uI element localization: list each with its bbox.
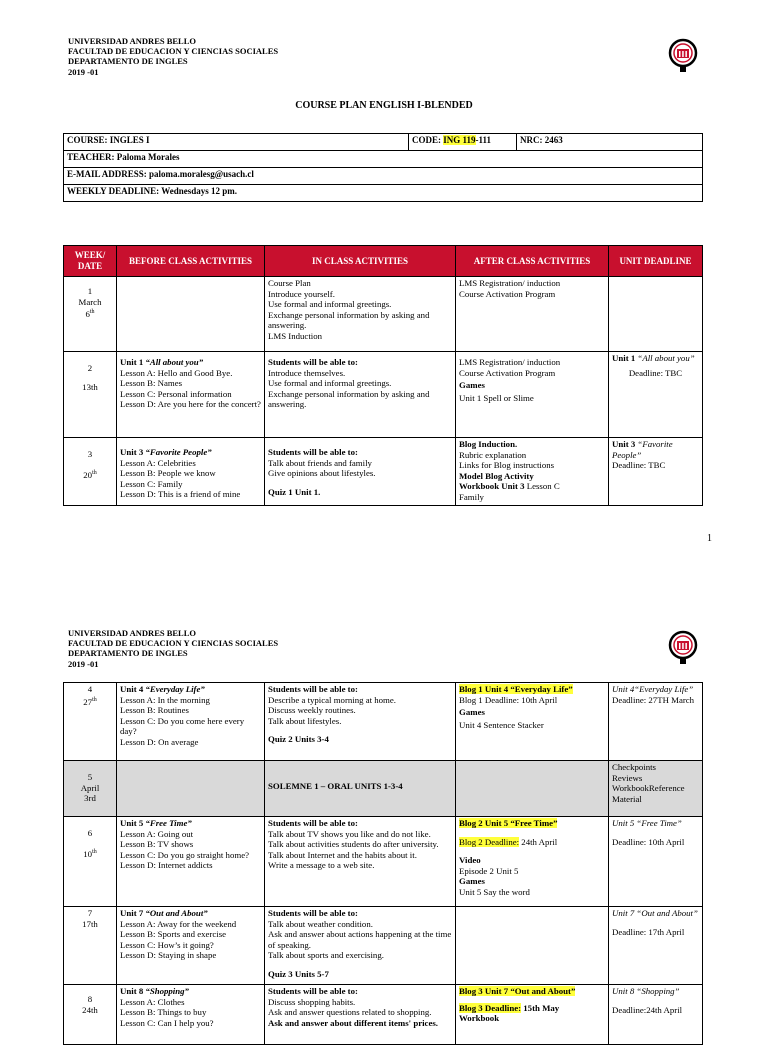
blog-highlight: Blog 3 Unit 7 “Out and About”	[459, 986, 576, 996]
department-name: DEPARTAMENTO DE INGLES	[68, 648, 188, 659]
table-row	[64, 817, 703, 907]
table-row	[64, 907, 703, 985]
week-cell: 3 20th	[64, 438, 117, 506]
course-cell: COURSE: INGLES I	[64, 134, 409, 151]
department-name: DEPARTAMENTO DE INGLES	[68, 56, 188, 67]
email-cell: E-MAIL ADDRESS: paloma.moralesg@usach.cl	[64, 168, 703, 185]
in-cell: Students will be able to: Talk about weather condition. Ask and answer about actions happening at the time of speaking. Talk about sports and exercising. Quiz 3 Units 5-7	[265, 907, 456, 985]
before-cell: Unit 4 “Everyday Life” Lesson A: In the morning Lesson B: Routines Lesson C: Do you come here every day? Lesson D: On average	[117, 683, 265, 761]
code-highlight: ING 119	[443, 135, 476, 145]
code-cell: CODE: ING 119-111	[409, 134, 517, 151]
table-row	[64, 277, 703, 352]
unit-cell: Unit 8 “Shopping” Deadline:24th April	[609, 985, 703, 1045]
in-cell: Students will be able to: Discuss shopping habits. Ask and answer questions related to shopping. Ask and answer about different items' prices.	[265, 985, 456, 1045]
week-cell: 7 17th	[64, 907, 117, 985]
before-cell: Unit 8 “Shopping” Lesson A: Clothes Lesson B: Things to buy Lesson C: Can I help you?	[117, 985, 265, 1045]
unit-cell: Unit 7 “Out and About” Deadline: 17th April	[609, 907, 703, 985]
deadline-highlight: Blog 2 Deadline:	[459, 836, 520, 847]
unit-cell: Unit 3 “Favorite People” Deadline: TBC	[609, 438, 703, 506]
deadline-highlight: Blog 3 Deadline:	[459, 1002, 522, 1013]
in-cell: Students will be able to: Introduce themselves. Use formal and informal greetings. Exchange personal information by asking and answering.	[265, 352, 456, 438]
col-week: WEEK/ DATE	[64, 246, 117, 277]
col-unit: UNIT DEADLINE	[609, 246, 703, 277]
page-number: 1	[707, 533, 712, 544]
unit-cell	[609, 277, 703, 352]
university-name: UNIVERSIDAD ANDRES BELLO	[68, 36, 197, 46]
in-cell: Students will be able to: Talk about TV shows you like and do not like. Talk about activities students do after university. Talk about Internet and the habits about it. Write a message to a web site.	[265, 817, 456, 907]
faculty-name: FACULTAD DE EDUCACION Y CIENCIAS SOCIALES	[68, 638, 279, 649]
col-after: AFTER CLASS ACTIVITIES	[456, 246, 609, 277]
table-row-solemne	[64, 761, 703, 817]
after-cell	[456, 761, 609, 817]
after-cell: Blog 2 Unit 5 “Free Time” Blog 2 Deadline: 24th April Video Episode 2 Unit 5 Games Unit 5 Say the word	[456, 817, 609, 907]
week-cell: 6 10th	[64, 817, 117, 907]
faculty-name: FACULTAD DE EDUCACION Y CIENCIAS SOCIALES	[68, 46, 279, 57]
university-logo-icon	[668, 630, 698, 666]
unit-cell: Unit 4“Everyday Life” Deadline: 27TH March	[609, 683, 703, 761]
after-cell: LMS Registration/ induction Course Activation Program	[456, 277, 609, 352]
blog-highlight: Blog 1 Unit 4 “Everyday Life”	[459, 684, 573, 694]
week-cell: 4 27th	[64, 683, 117, 761]
table-row	[64, 683, 703, 761]
after-cell: Blog Induction. Rubric explanation Links for Blog instructions Model Blog Activity Workbook Unit 3 Lesson C Family	[456, 438, 609, 506]
week-cell: 8 24th	[64, 985, 117, 1045]
before-cell: Unit 5 “Free Time” Lesson A: Going out Lesson B: TV shows Lesson C: Do you go straight home? Lesson D: Internet addicts	[117, 817, 265, 907]
unit-cell: Unit 5 “Free Time” Deadline: 10th April	[609, 817, 703, 907]
in-cell: Students will be able to: Talk about friends and family Give opinions about lifestyles. Quiz 1 Unit 1.	[265, 438, 456, 506]
course-info-table	[63, 133, 703, 202]
week-cell: 5 April 3rd	[64, 761, 117, 817]
semester: 2019 -01	[68, 658, 99, 669]
page2-header	[68, 628, 278, 669]
before-cell	[117, 277, 265, 352]
week-cell: 1 March 6th	[64, 277, 117, 352]
in-cell: SOLEMNE 1 – ORAL UNITS 1-3-4	[265, 761, 456, 817]
table-row	[64, 985, 703, 1045]
unit-cell: Unit 1 “All about you” Deadline: TBC	[609, 352, 703, 438]
before-cell: Unit 3 “Favorite People” Lesson A: Celebrities Lesson B: People we know Lesson C: Family Lesson D: This is a friend of mine	[117, 438, 265, 506]
document-title: COURSE PLAN ENGLISH I-BLENDED	[295, 100, 473, 111]
nrc-cell: NRC: 2463	[517, 134, 703, 151]
weekly-deadline-cell: WEEKLY DEADLINE: Wednesdays 12 pm.	[64, 185, 703, 202]
week-cell: 2 13th	[64, 352, 117, 438]
after-cell: Blog 3 Unit 7 “Out and About” Blog 3 Deadline: 15th May Workbook	[456, 985, 609, 1045]
after-cell	[456, 907, 609, 985]
page1-header	[68, 36, 278, 77]
university-logo-icon	[668, 38, 698, 74]
after-cell: LMS Registration/ induction Course Activation Program Games Unit 1 Spell or Slime	[456, 352, 609, 438]
unit-cell: Checkpoints Reviews WorkbookReference Material	[609, 761, 703, 817]
semester: 2019 -01	[68, 66, 99, 77]
blog-highlight: Blog 2 Unit 5 “Free Time”	[459, 818, 558, 828]
col-before: BEFORE CLASS ACTIVITIES	[117, 246, 265, 277]
before-cell	[117, 761, 265, 817]
in-cell: Course Plan Introduce yourself. Use formal and informal greetings. Exchange personal information by asking and answering. LMS Induction	[265, 277, 456, 352]
schedule-table-page1	[63, 245, 703, 506]
in-cell: Students will be able to: Describe a typical morning at home. Discuss weekly routines. Talk about lifestyles. Quiz 2 Units 3-4	[265, 683, 456, 761]
schedule-table-page2	[63, 682, 703, 1045]
teacher-cell: TEACHER: Paloma Morales	[64, 151, 703, 168]
university-name: UNIVERSIDAD ANDRES BELLO	[68, 628, 197, 638]
table-row	[64, 438, 703, 506]
before-cell: Unit 7 “Out and About” Lesson A: Away for the weekend Lesson B: Sports and exercise Lesson C: How’s it going? Lesson D: Staying in shape	[117, 907, 265, 985]
before-cell: Unit 1 “All about you” Lesson A: Hello and Good Bye. Lesson B: Names Lesson C: Personal information Lesson D: Are you here for the concert?	[117, 352, 265, 438]
col-in: IN CLASS ACTIVITIES	[265, 246, 456, 277]
after-cell: Blog 1 Unit 4 “Everyday Life” Blog 1 Deadline: 10th April Games Unit 4 Sentence Stacker	[456, 683, 609, 761]
table-row	[64, 352, 703, 438]
